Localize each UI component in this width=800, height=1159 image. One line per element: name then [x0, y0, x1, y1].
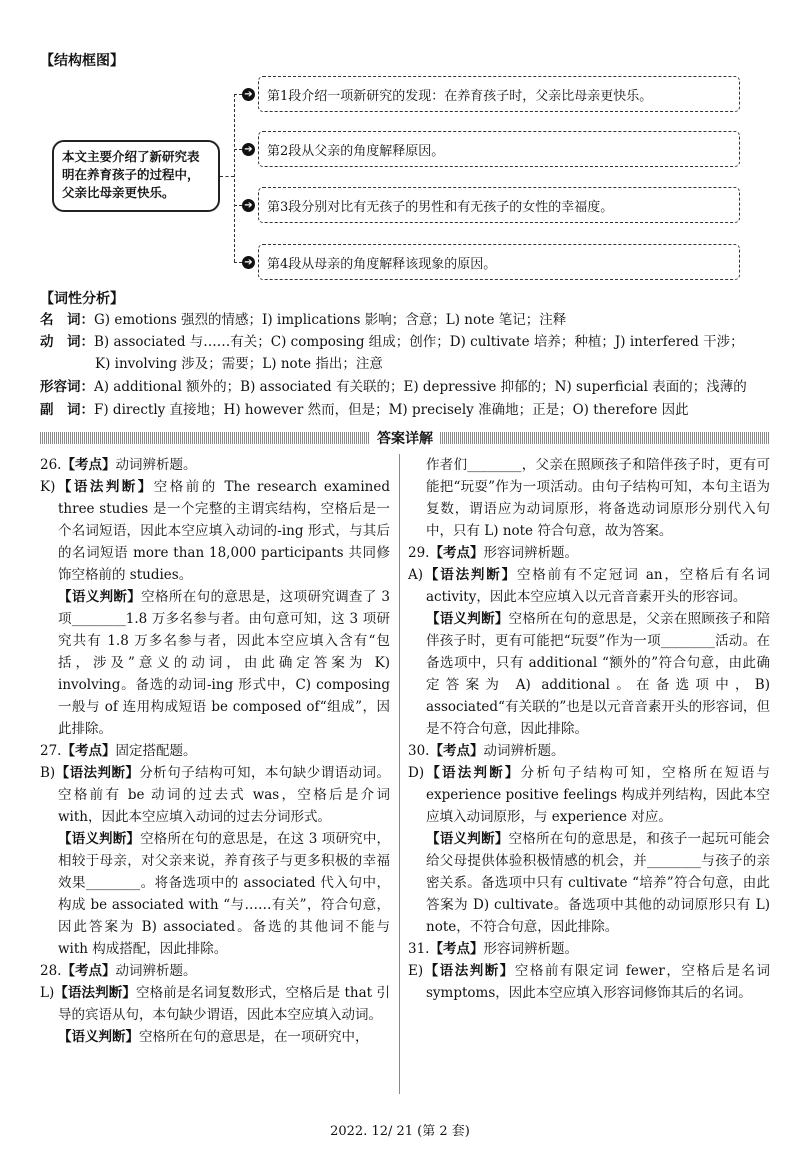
connector-branch: [234, 262, 242, 263]
pos-line-verb: [40, 332, 770, 353]
left-column: [40, 454, 390, 1048]
pos-text: B) associated 与……有关；C) composing 组成；创作；D) cultivate 培养；种植；J) interfered 干涉；: [94, 334, 744, 350]
pos-line-adverb: [40, 400, 770, 421]
paragraph-box-4: 第4段从母亲的角度解释该现象的原因。: [258, 244, 740, 280]
pos-text: A) additional 额外的；B) associated 有关联的；E) depressive 抑郁的；N) superficial 表面的；浅薄的: [94, 379, 747, 395]
right-column: [408, 454, 770, 1004]
answer-28-continued: 作者们________，父亲在照顾孩子和陪伴孩子时，更有可能把“玩耍”作为一项活动。由句子结构可知，本句主语为复数，谓语应为动词原形，将备选动词原形分别代入句中，只有 L) note 符合句意，故为答案。: [426, 457, 770, 539]
connector-branch: [234, 94, 242, 95]
pos-text: G) emotions 强烈的情感；I) implications 影响；含意；L) note 笔记；注释: [94, 312, 567, 328]
connector-trunk: [234, 94, 235, 262]
answer-27-semantic: 【语义判断】空格所在句的意思是，在这 3 项研究中，相较于母亲，对父亲来说，养育孩子与更多积极的幸福效果________。将备选项中的 associated 代入句中，构成 be associated with “与……有关”，符合句意，因此答案为 B) associated。备选的其他词不能与 with 构成搭配，因此排除。: [58, 831, 391, 957]
structure-section-title: 【结构框图】: [40, 53, 124, 69]
summary-box: 本文主要介绍了新研究表明在养育孩子的过程中，父亲比母亲更快乐。: [52, 140, 220, 212]
pos-text: K) involving 涉及；需要；L) note 指出；注意: [95, 356, 383, 372]
answer-26-semantic: 【语义判断】空格所在句的意思是，这项研究调查了 3 项________1.8 万多名参与者。由句意可知，这 3 项研究共有 1.8 万多名参与者，因此本空应填入含有“包括，涉及”意义的动词，由此确定答案为 K) involving。备选的动词-ing 形式中，C) composing 一般与 of 连用构成短语 be composed of“组成”，因此排除。: [58, 589, 390, 737]
question-26: 26.【考点】动词辨析题。: [40, 457, 197, 473]
paragraph-box-1: 第1段介绍一项新研究的发现：在养育孩子时，父亲比母亲更快乐。: [258, 76, 740, 112]
question-28: 28.【考点】动词辨析题。: [40, 963, 197, 979]
arrow-right-icon: ➔: [242, 88, 255, 101]
question-30: 30.【考点】动词辨析题。: [408, 743, 565, 759]
question-27: 27.【考点】固定搭配题。: [40, 743, 197, 759]
connector-branch: [234, 205, 242, 206]
page-footer: 2022. 12/ 21 (第 2 套): [330, 1124, 470, 1139]
paragraph-box-2: 第2段从父亲的角度解释原因。: [258, 131, 740, 167]
answer-30-grammar: D)【语法判断】分析句子结构可知，空格所在短语与 experience positive feelings 构成并列结构，因此本空应填入动词原形，与 experience 对应。: [408, 765, 771, 825]
pos-line-noun: [40, 310, 770, 331]
pos-label: 副 词：: [40, 402, 94, 418]
pos-label: 名 词：: [40, 312, 94, 328]
answer-27-grammar: B)【语法判断】分析句子结构可知，本句缺少谓语动词。空格前有 be 动词的过去式 was，空格后是介词 with，因此本空应填入动词的过去分词形式。: [40, 765, 391, 825]
answers-title: 答案详解: [375, 428, 435, 448]
column-divider: [399, 454, 400, 1094]
answer-26-grammar: K)【语法判断】空格前的 The research examined three studies 是一个完整的主谓宾结构，空格后是一个名词短语，因此本空应填入动词的-ing 形式，与其后的名词短语 more than 18,000 participants 共同修饰空格前的 studies。: [40, 479, 391, 583]
pos-line-adjective: [40, 377, 770, 398]
pos-line-verb-cont: [95, 354, 770, 375]
banner-stripe: [40, 432, 370, 444]
word-analysis-title: 【词性分析】: [40, 291, 124, 307]
answer-29-semantic: 【语义判断】空格所在句的意思是，父亲在照顾孩子和陪伴孩子时，更有可能把“玩耍”作为一项________活动。在备选项中，只有 additional “额外的”符合句意，由此确定答案为 A) additional。在备选项中，B) associated“有关联的”也是以元音音素开头的形容词，但是不符合句意，因此排除。: [426, 611, 770, 737]
question-31: 31.【考点】形容词辨析题。: [408, 941, 578, 957]
question-29: 29.【考点】形容词辨析题。: [408, 545, 578, 561]
answer-28-semantic: 【语义判断】空格所在句的意思是，在一项研究中，: [58, 1029, 369, 1045]
pos-label: 动 词：: [40, 334, 94, 350]
answer-29-grammar: A)【语法判断】空格前有不定冠词 an，空格后有名词 activity，因此本空应填入以元音音素开头的形容词。: [408, 567, 770, 605]
answer-30-semantic: 【语义判断】空格所在句的意思是，和孩子一起玩可能会给父母提供体验积极情感的机会，并________与孩子的亲密关系。备选项中只有 cultivate “培养”符合句意，由此答案为 D) cultivate。备选项中其他的动词原形只有 L) note，不符合句意，因此排除。: [426, 831, 770, 935]
pos-text: F) directly 直接地；H) however 然而，但是；M) precisely 准确地；正是；O) therefore 因此: [94, 402, 689, 418]
connector-line: [220, 176, 234, 177]
connector-branch: [234, 149, 242, 150]
arrow-right-icon: ➔: [242, 199, 255, 212]
paragraph-box-3: 第3段分别对比有无孩子的男性和有无孩子的女性的幸福度。: [258, 187, 740, 223]
answers-banner: [40, 428, 770, 448]
banner-stripe: [440, 432, 770, 444]
arrow-right-icon: ➔: [242, 256, 255, 269]
pos-label: 形容词：: [40, 379, 94, 395]
arrow-right-icon: ➔: [242, 143, 255, 156]
answer-31-grammar: E)【语法判断】空格前有限定词 fewer，空格后是名词 symptoms，因此本空应填入形容词修饰其后的名词。: [408, 963, 771, 1001]
answer-28-grammar: L)【语法判断】空格前是名词复数形式，空格后是 that 引导的宾语从句，本句缺少谓语，因此本空应填入动词。: [40, 985, 391, 1023]
